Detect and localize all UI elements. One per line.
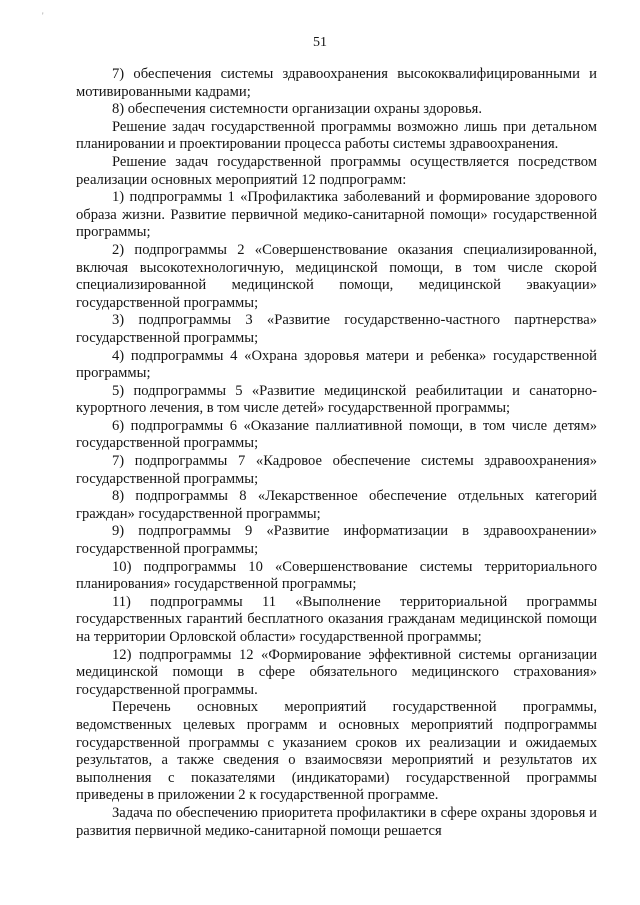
subprogram-item-4: 4) подпрограммы 4 «Охрана здоровья матери и ребенка» государственной программы; — [76, 347, 597, 382]
subprogram-item-10: 10) подпрограммы 10 «Совершенствование системы территориального планирования» государственной программы; — [76, 558, 597, 593]
subprogram-item-7: 7) подпрограммы 7 «Кадровое обеспечение системы здравоохранения» государственной программы; — [76, 453, 597, 487]
subprogram-item-2: 2) подпрограммы 2 «Совершенствование оказания специализированной, включая высокотехнологичную, медицинской помощи, в том числе скорой специализированной медицинской помощи, медицинской эвакуации» государственной программы; — [76, 241, 597, 311]
subprogram-item-3: 3) подпрограммы 3 «Развитие государственно-частного партнерства» государственной программы; — [76, 312, 597, 346]
subprogram-item-12: 12) подпрограммы 12 «Формирование эффективной системы организации медицинской помощи в сфере обязательного медицинского страхования» государственной программы. — [76, 646, 597, 698]
document-body — [76, 66, 597, 840]
subprogram-item-1: 1) подпрограммы 1 «Профилактика заболеваний и формирование здорового образа жизни. Развитие первичной медико-санитарной помощи» государственной программы; — [76, 189, 597, 241]
paragraph-planning: Решение задач государственной программы возможно лишь при детальном планировании и проектировании процесса работы системы здравоохранения. — [76, 118, 597, 153]
paragraph-measures-list: Перечень основных мероприятий государственной программы, ведомственных целевых программ и основных мероприятий подпрограммы государственной программы с указанием сроков их реализации и ожидаемых результатов, а также сведения о взаимосвязи мероприятий и результатов их выполнения с показателями (индикаторами) государственной программы приведены в приложении 2 к государственной программе. — [76, 699, 597, 804]
subprogram-item-11: 11) подпрограммы 11 «Выполнение территориальной программы государственных гарантий бесплатного оказания гражданам медицинской помощи на территории Орловской области» государственной программы; — [76, 593, 597, 645]
paragraph-prevention-priority: Задача по обеспечению приоритета профилактики в сфере охраны здоровья и развития первичной медико-санитарной помощи решается — [76, 804, 597, 839]
subprogram-item-5: 5) подпрограммы 5 «Развитие медицинской реабилитации и санаторно-курортного лечения, в том числе детей» государственной программы; — [76, 382, 597, 417]
paragraph-implementation: Решение задач государственной программы осуществляется посредством реализации основных мероприятий 12 подпрограмм: — [76, 153, 597, 188]
paragraph-item-8-system: 8) обеспечения системности организации охраны здоровья. — [112, 101, 483, 118]
subprogram-item-8: 8) подпрограммы 8 «Лекарственное обеспечение отдельных категорий граждан» государственной программы; — [76, 488, 597, 522]
page-number: 51 — [313, 35, 327, 50]
scan-corner-mark: ' — [42, 11, 44, 21]
subprogram-item-9: 9) подпрограммы 9 «Развитие информатизации в здравоохранении» государственной программы; — [76, 523, 597, 558]
subprogram-item-6: 6) подпрограммы 6 «Оказание паллиативной помощи, в том числе детям» государственной программы; — [76, 417, 597, 452]
paragraph-item-7-staff: 7) обеспечения системы здравоохранения высококвалифицированными и мотивированными кадрами; — [76, 66, 597, 100]
